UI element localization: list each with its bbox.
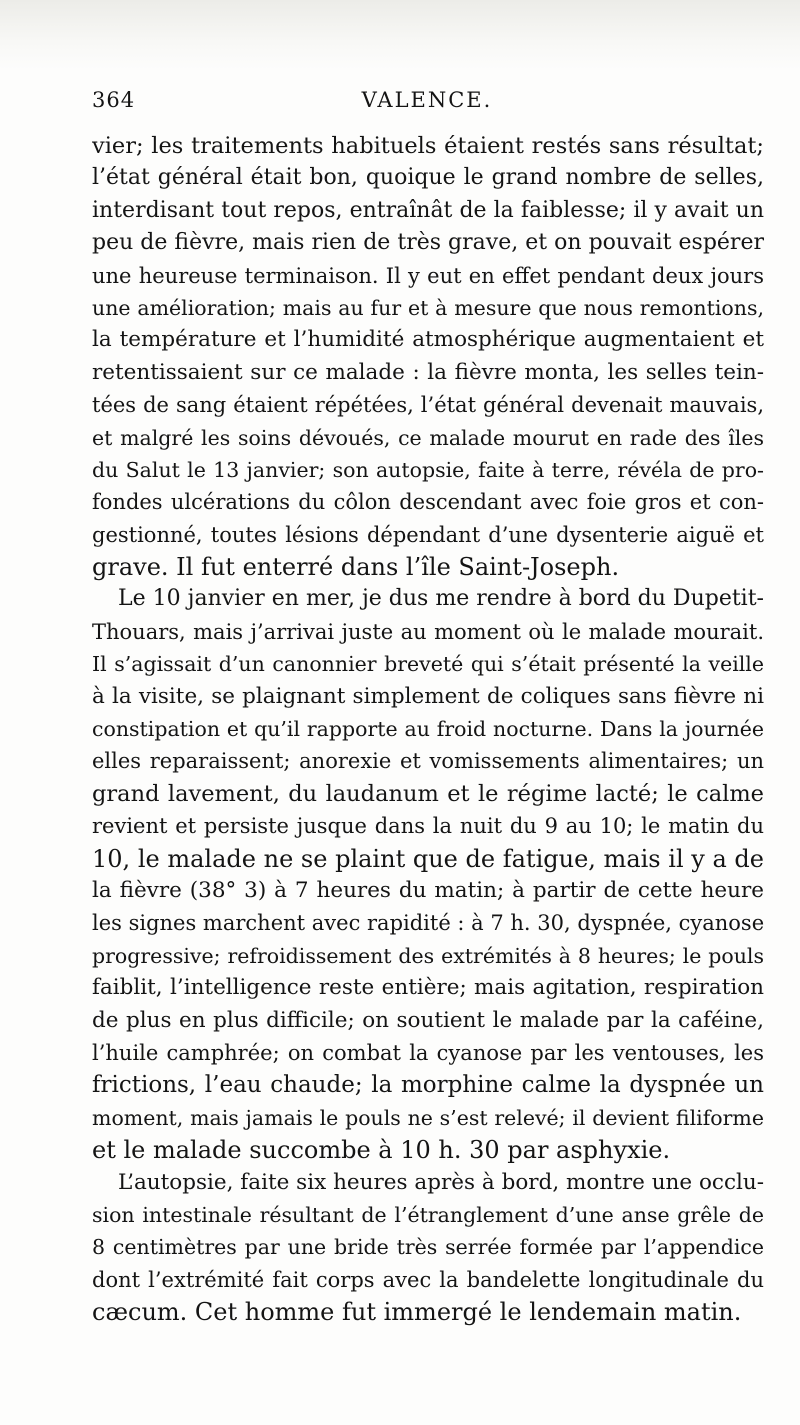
running-title: VALENCE. bbox=[361, 88, 493, 112]
text-line: gestionné, toutes lésions dépendant d’une dysenterie aiguë et bbox=[92, 522, 764, 547]
text-line: de plus en plus difficile; on soutient le malade par la caféine, bbox=[92, 1007, 764, 1033]
text-line: une amélioration; mais au fur et à mesure que nous remontions, bbox=[92, 295, 764, 320]
text-line: 10, le malade ne se plaint que de fatigue, mais il y a de bbox=[92, 844, 764, 873]
text-line: du Salut le 13 janvier; son autopsie, faite à terre, révéla de pro- bbox=[92, 457, 764, 482]
text-line: une heureuse terminaison. Il y eut en effet pendant deux jours bbox=[92, 263, 764, 288]
text-line: interdisant tout repos, entraînât de la faiblesse; il y avait un bbox=[92, 197, 764, 223]
text-line: frictions, l’eau chaude; la morphine calme la dyspnée un bbox=[92, 1072, 764, 1099]
text-line: et le malade succombe à 10 h. 30 par asphyxie. bbox=[92, 1136, 671, 1165]
page-header bbox=[92, 88, 762, 118]
text-line: la fièvre (38° 3) à 7 heures du matin; à partir de cette heure bbox=[92, 877, 764, 903]
text-line: les signes marchent avec rapidité : à 7 h. 30, dyspnée, cyanose bbox=[92, 911, 764, 936]
text-line: Thouars, mais j’arrivai juste au moment où le malade mourait. bbox=[92, 619, 764, 644]
text-line: l’état général était bon, quoique le grand nombre de selles, bbox=[92, 165, 764, 191]
text-line: retentissaient sur ce malade : la fièvre monta, les selles tein- bbox=[92, 359, 764, 385]
text-line: cæcum. Cet homme fut immergé le lendemain matin. bbox=[92, 1298, 742, 1327]
text-line: revient et persiste jusque dans la nuit du 9 au 10; le matin du bbox=[92, 814, 764, 839]
body-text bbox=[92, 130, 764, 1328]
text-line: Le 10 janvier en mer, je dus me rendre à bord du Dupetit- bbox=[118, 586, 764, 612]
text-line: L’autopsie, faite six heures après à bord, montre une occlu- bbox=[118, 1169, 764, 1195]
text-line: vier; les traitements habituels étaient restés sans résultat; bbox=[92, 133, 764, 159]
text-line: sion intestinale résultant de l’étranglement d’une anse grêle de bbox=[92, 1202, 764, 1227]
text-line: peu de fièvre, mais rien de très grave, et on pouvait espérer bbox=[92, 230, 764, 256]
text-line: faiblit, l’intelligence reste entière; mais agitation, respiration bbox=[92, 975, 764, 1001]
text-line: dont l’extrémité fait corps avec la bandelette longitudinale du bbox=[92, 1267, 764, 1292]
text-line: la température et l’humidité atmosphérique augmentaient et bbox=[92, 327, 764, 353]
text-line: fondes ulcérations du côlon descendant avec foie gros et con- bbox=[92, 490, 764, 515]
text-line: 8 centimètres par une bride très serrée formée par l’appendice bbox=[92, 1235, 764, 1260]
page-number: 364 bbox=[92, 88, 136, 112]
text-line: Il s’agissait d’un canonnier breveté qui s’était présenté la veille bbox=[92, 652, 764, 677]
text-line: progressive; refroidissement des extrémités à 8 heures; le pouls bbox=[92, 943, 764, 968]
text-line: grave. Il fut enterré dans l’île Saint-Joseph. bbox=[92, 553, 620, 582]
text-line: et malgré les soins dévoués, ce malade mourut en rade des îles bbox=[92, 425, 764, 450]
text-line: grand lavement, du laudanum et le régime lacté; le calme bbox=[92, 780, 764, 807]
text-line: à la visite, se plaignant simplement de coliques sans fièvre ni bbox=[92, 683, 764, 709]
text-line: moment, mais jamais le pouls ne s’est relevé; il devient filiforme bbox=[92, 1105, 764, 1130]
text-line: elles reparaissent; anorexie et vomissements alimentaires; un bbox=[92, 749, 764, 774]
text-line: l’huile camphrée; on combat la cyanose par les ventouses, les bbox=[92, 1040, 764, 1065]
text-line: constipation et qu’il rapporte au froid nocturne. Dans la journée bbox=[92, 717, 764, 742]
text-line: tées de sang étaient répétées, l’état général devenait mauvais, bbox=[92, 393, 764, 418]
